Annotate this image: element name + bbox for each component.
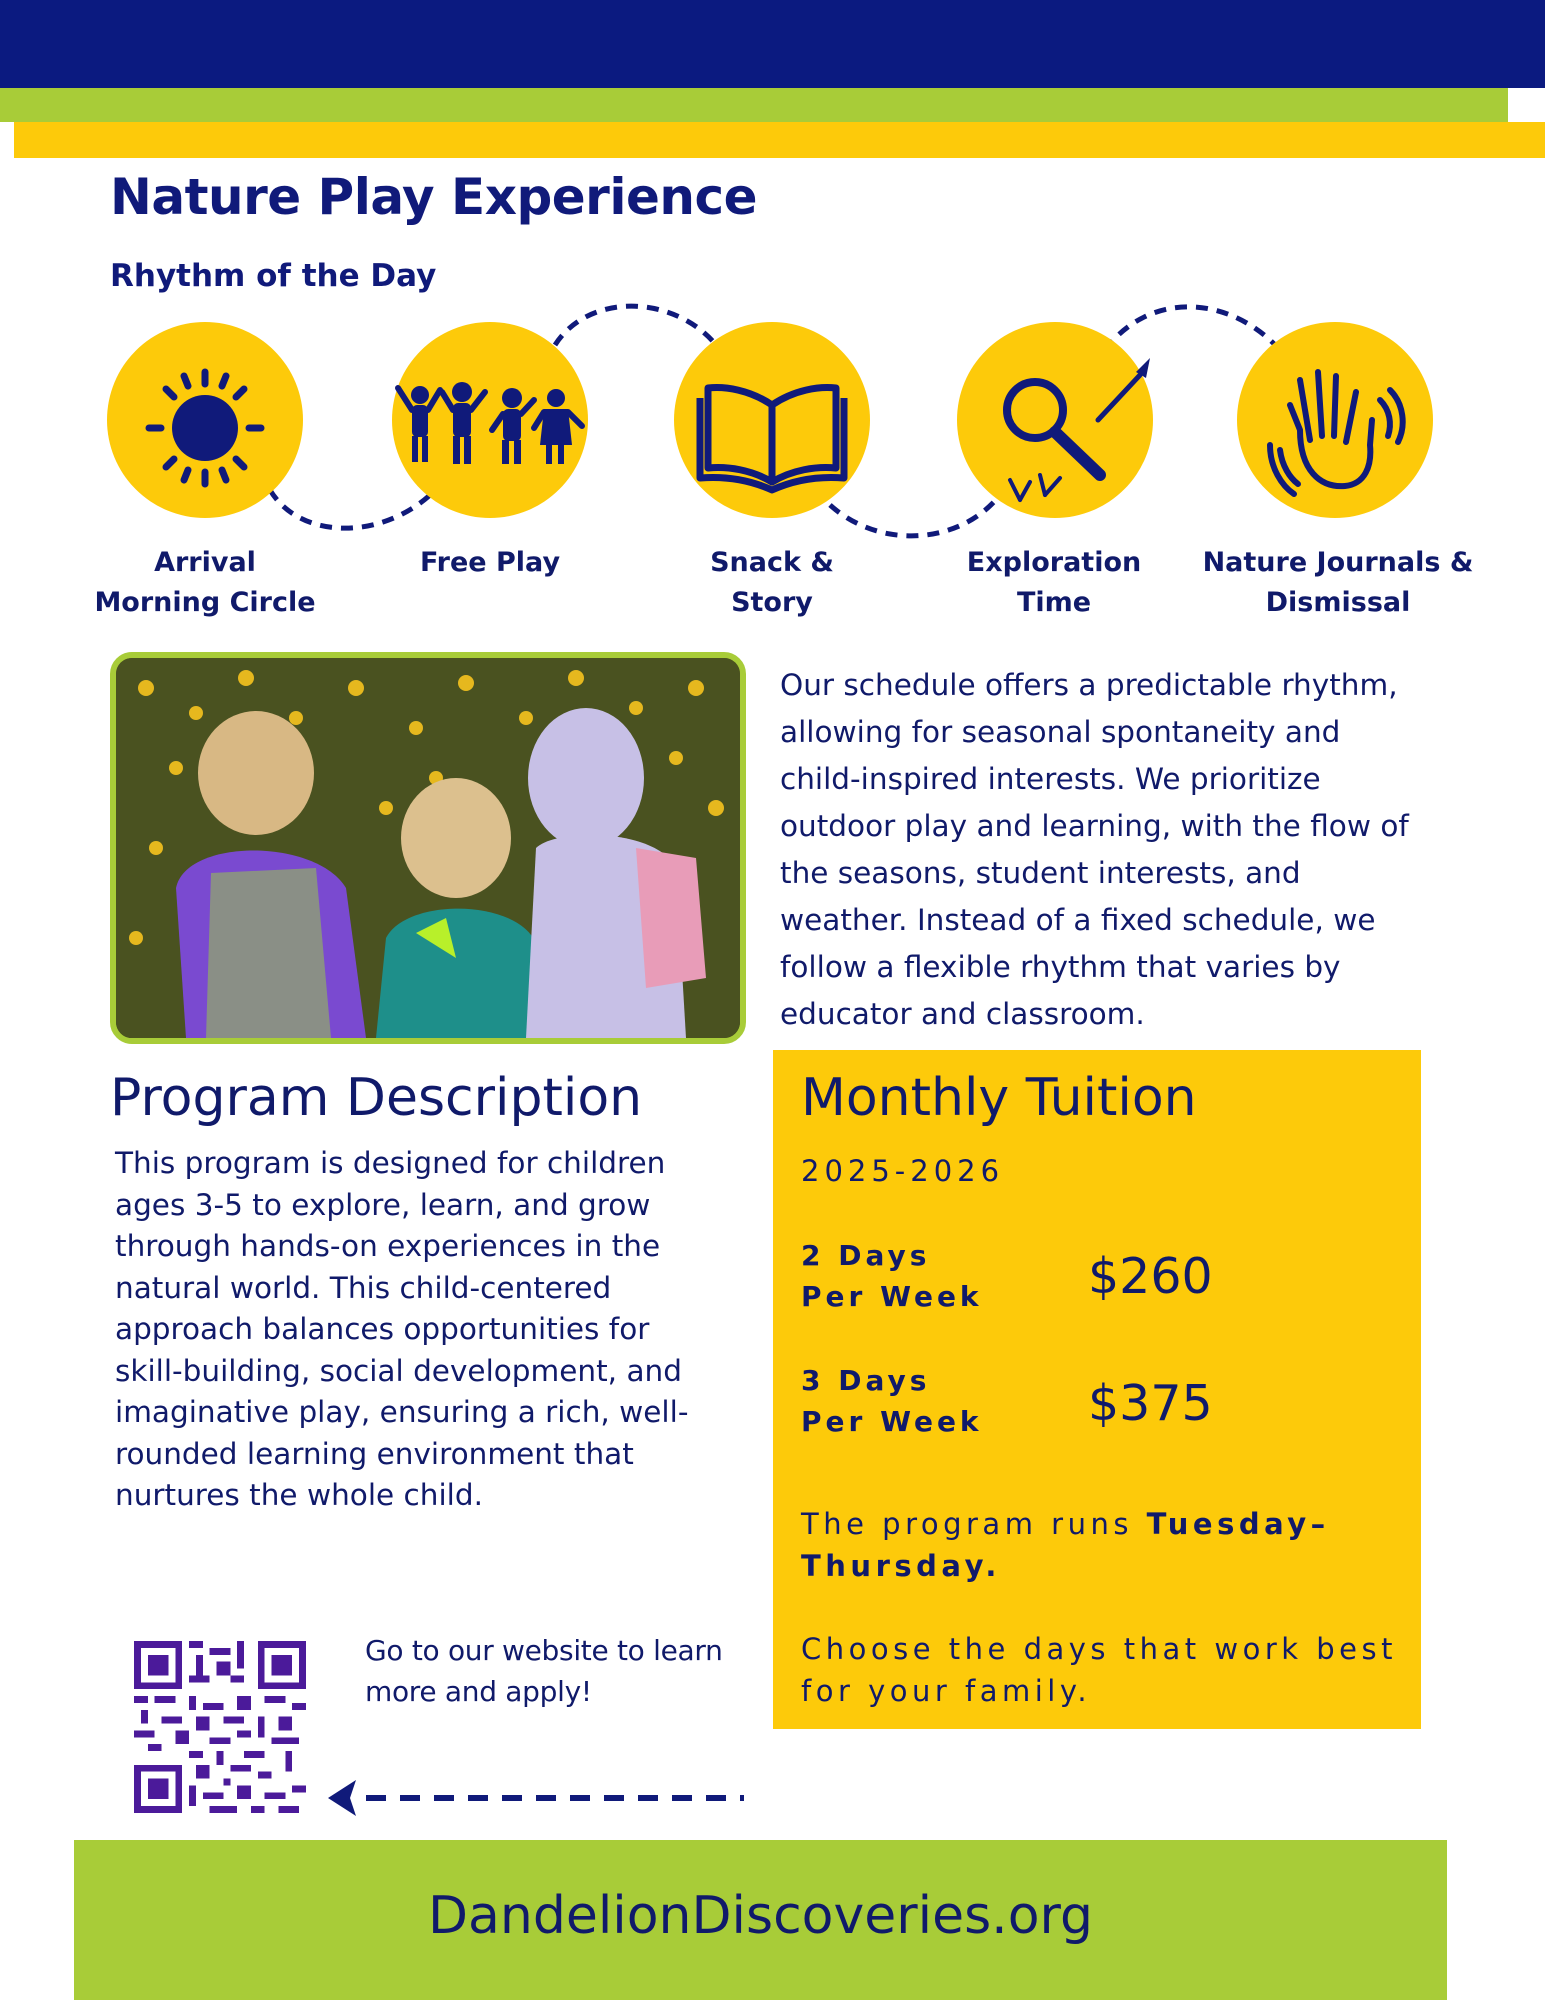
- photo-illustration: [116, 658, 740, 1038]
- tuition-title: Monthly Tuition: [801, 1068, 1197, 1128]
- tuition-year: 2025-2026: [801, 1154, 1005, 1188]
- step-circle-3: [674, 322, 870, 518]
- section-subtitle: Rhythm of the Day: [110, 258, 437, 294]
- plan-3-days-label: 3 Days Per Week: [801, 1364, 983, 1438]
- step-circle-4: [957, 322, 1153, 518]
- step-label-free-play: Free Play: [419, 547, 561, 578]
- footer-band: [74, 1840, 1447, 2000]
- rhythm-diagram: [0, 290, 1545, 550]
- program-paragraph: This program is designed for children ages 3-5 to explore, learn, and grow through hands-on experiences in the natural world. This child-centered approach balances opportunities for skill-building, social development, and imaginative play, ensuring a rich, well-rounded learning environment that nurtures the whole child.: [115, 1146, 689, 1512]
- plan-2-days-price: $260: [1088, 1248, 1213, 1305]
- step-label-arrival: Arrival Morning Circle: [94, 547, 316, 618]
- tuition-box: [773, 1050, 1421, 1729]
- top-band-navy: [0, 0, 1545, 88]
- program-days-note: The program runs Tuesday–Thursday.: [801, 1507, 1330, 1583]
- top-band-yellow: [14, 122, 1545, 158]
- step-circle-5: [1237, 322, 1433, 518]
- choose-days-note: Choose the days that work best for your family.: [801, 1632, 1397, 1708]
- arrow-left-icon: [326, 1776, 746, 1820]
- step-label-snack-story: Snack & Story: [710, 547, 834, 618]
- step-label-exploration: Exploration Time: [966, 547, 1142, 618]
- top-band-green: [0, 88, 1508, 122]
- website-link[interactable]: DandelionDiscoveries.org: [427, 1886, 1093, 1946]
- step-circle-1: [107, 322, 303, 518]
- children-photo: [110, 652, 746, 1044]
- website-cta: Go to our website to learn more and apply!: [365, 1634, 723, 1708]
- step-circle-2: [392, 322, 588, 518]
- plan-3-days-price: $375: [1088, 1375, 1213, 1432]
- program-title: Program Description: [110, 1068, 643, 1128]
- qr-code[interactable]: [134, 1641, 306, 1813]
- schedule-paragraph: Our schedule offers a predictable rhythm, allowing for seasonal spontaneity and child-inspired interests. We prioritize outdoor play and learning, with the flow of the seasons, student interests, and weather. Instead of a fixed schedule, we follow a flexible rhythm that varies by educator and classroom.: [780, 668, 1409, 1031]
- step-label-nature-journals: Nature Journals & Dismissal: [1202, 547, 1474, 618]
- page-title: Nature Play Experience: [110, 168, 758, 226]
- plan-2-days-label: 2 Days Per Week: [801, 1239, 983, 1313]
